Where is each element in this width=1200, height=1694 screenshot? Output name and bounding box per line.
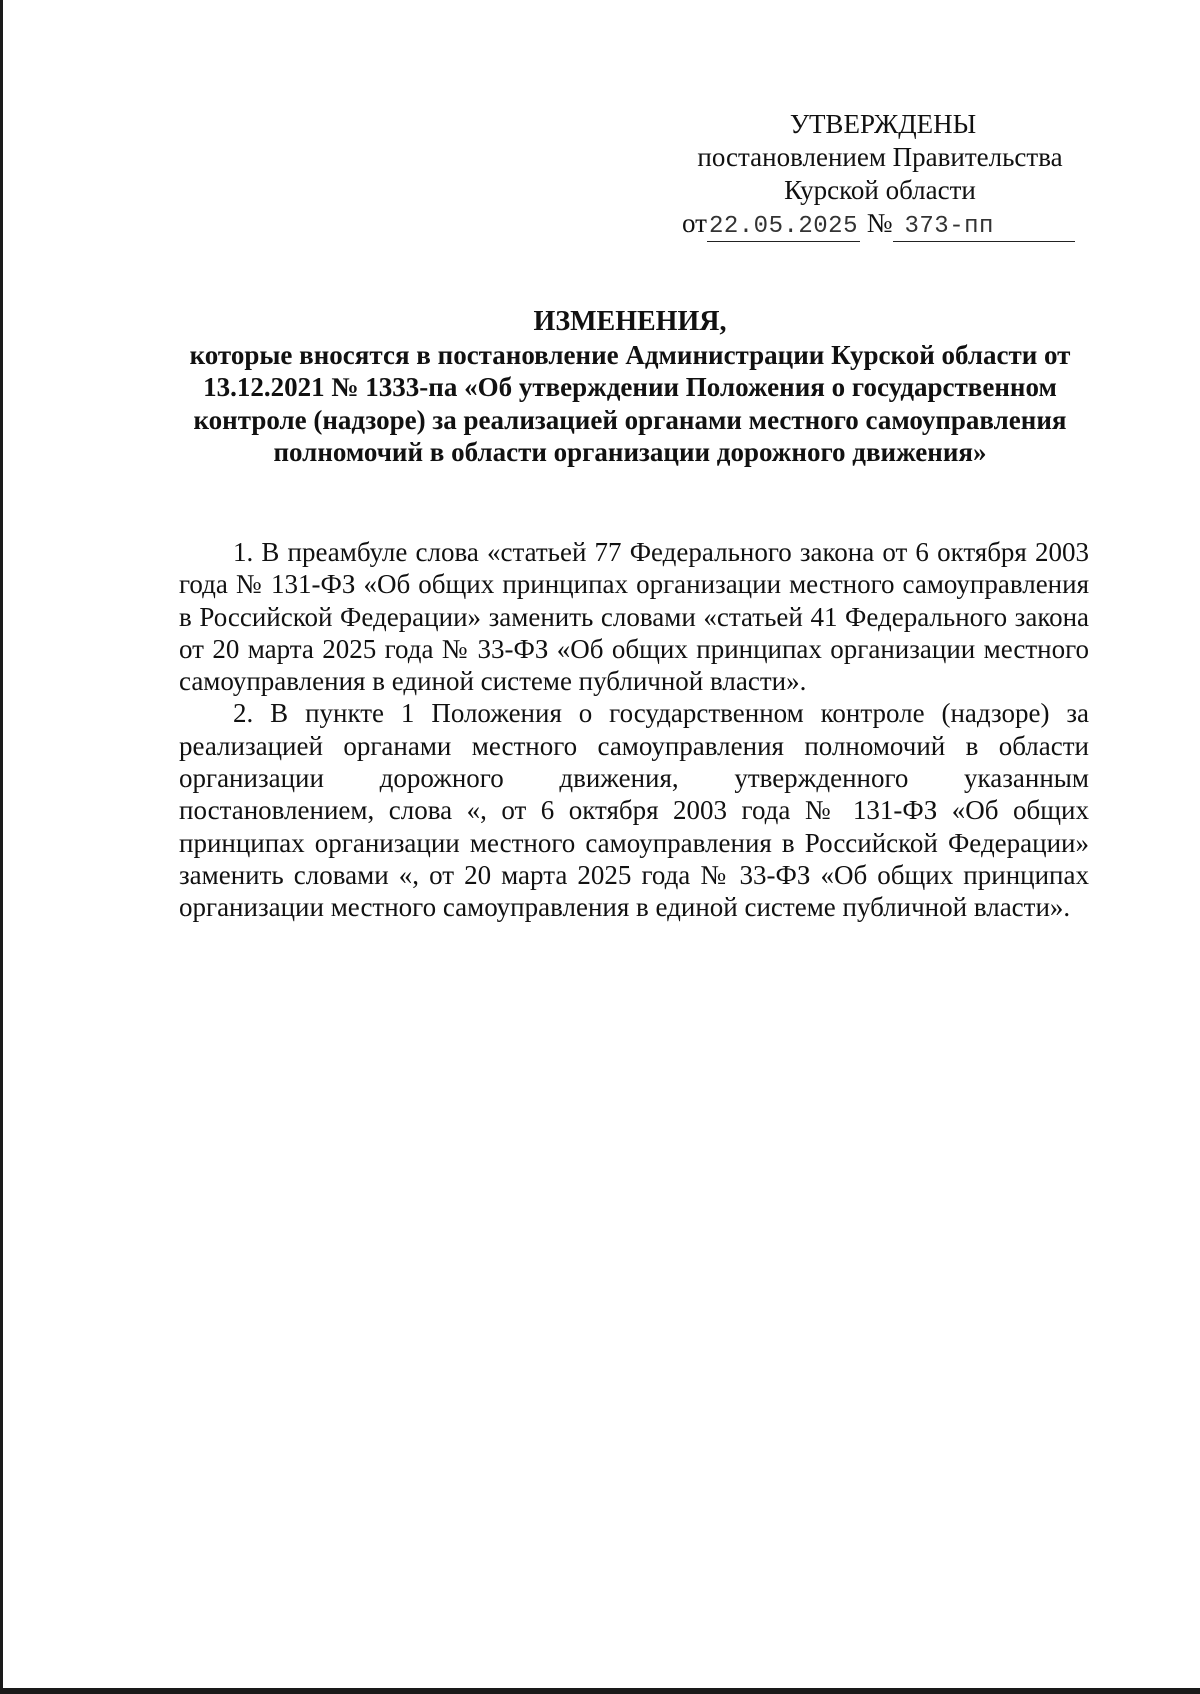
document-body [179,536,1089,924]
scan-edge-left [0,0,3,1694]
number-label: № [866,208,893,238]
scan-edge-bottom [0,1688,1200,1694]
approval-date: 22.05.2025 [708,213,858,240]
approval-block [670,108,1090,242]
approval-line-1: постановлением Правительства [697,142,1063,172]
approval-title: УТВЕРЖДЕНЫ [789,109,977,139]
paragraph-1: 1. В преамбуле слова «статьей 77 Федерального закона от 6 октября 2003 года № 131-ФЗ «Об общих принципах организации местного самоуправления в Российской Федерации» заменить словами «статьей 41 Федерального закона от 20 марта 2025 года № 33-ФЗ «Об общих принципах организации местного самоуправления в единой системе публичной власти». [179,537,1089,697]
document-heading [170,306,1090,469]
heading-subtitle: которые вносятся в постановление Администрации Курской области от 13.12.2021 № 1333-па «Об утверждении Положения о государственном контроле (надзоре) за реализацией органами местного самоуправления полномочий в области организации дорожного движения» [189,339,1071,467]
approval-reference [670,207,1090,242]
paragraph-2: 2. В пункте 1 Положения о государственном контроле (надзоре) за реализацией органами местного самоуправления полномочий в области организации дорожного движения, утвержденного указанным постановлением, слова «, от 6 октября 2003 года № 131-ФЗ «Об общих принципах организации местного самоуправления в Российской Федерации» заменить словами «, от 20 марта 2025 года № 33-ФЗ «Об общих принципах организации местного самоуправления в единой системе публичной власти». [179,698,1089,923]
heading-title: ИЗМЕНЕНИЯ, [533,306,727,337]
from-label: от [682,208,707,238]
approval-number: 373-пп [893,213,1075,242]
approval-line-2: Курской области [784,175,976,205]
